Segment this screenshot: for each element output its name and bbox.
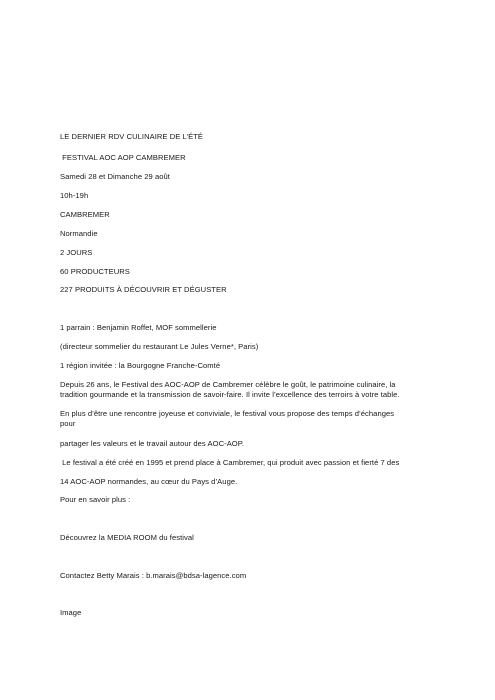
event-town: CAMBREMER xyxy=(60,210,110,219)
media-room-link[interactable]: Découvrez la MEDIA ROOM du festival xyxy=(60,533,194,542)
paragraph-exchange-line-3: partager les valeurs et le travail autour des AOC-AOP. xyxy=(60,439,245,448)
event-region: Normandie xyxy=(60,229,98,238)
event-days: 2 JOURS xyxy=(60,248,93,257)
product-count: 227 PRODUITS À DÉCOUVRIR ET DÉGUSTER xyxy=(60,285,227,294)
paragraph-founding-line-2: 14 AOC-AOP normandes, au cœur du Pays d’Auge. xyxy=(60,477,238,486)
event-hours: 10h-19h xyxy=(60,191,89,200)
sponsor-title: (directeur sommelier du restaurant Le Jules Verne*, Paris) xyxy=(60,342,259,351)
paragraph-history-line-1: Depuis 26 ans, le Festival des AOC-AOP de Cambremer célèbre le goût, le patrimoine culinaire, la xyxy=(60,380,396,389)
producer-count: 60 PRODUCTEURS xyxy=(60,267,130,276)
event-headline: LE DERNIER RDV CULINAIRE DE L’ÉTÉ xyxy=(60,132,204,141)
paragraph-founding-line-1: Le festival a été créé en 1995 et prend place à Cambremer, qui produit avec passion et fierté 7 des xyxy=(60,458,400,467)
paragraph-exchange-line-2: pour xyxy=(60,419,76,428)
image-placeholder: Image xyxy=(60,608,82,617)
paragraph-history-line-2: tradition gourmande et la transmission de savoir-faire. Il invite l’excellence des terroirs à votre table. xyxy=(60,390,400,399)
sponsor-line: 1 parrain : Benjamin Roffet, MOF sommellerie xyxy=(60,323,217,332)
paragraph-exchange-line-1: En plus d’être une rencontre joyeuse et conviviale, le festival vous propose des temps d’échanges xyxy=(60,409,395,418)
contact-line[interactable]: Contactez Betty Marais : b.marais@bdsa-lagence.com xyxy=(60,571,247,580)
guest-region: 1 région invitée : la Bourgogne Franche-Comté xyxy=(60,361,221,370)
festival-name: FESTIVAL AOC AOP CAMBREMER xyxy=(60,153,186,162)
more-info-label: Pour en savoir plus : xyxy=(60,495,131,504)
event-dates: Samedi 28 et Dimanche 29 août xyxy=(60,172,170,181)
